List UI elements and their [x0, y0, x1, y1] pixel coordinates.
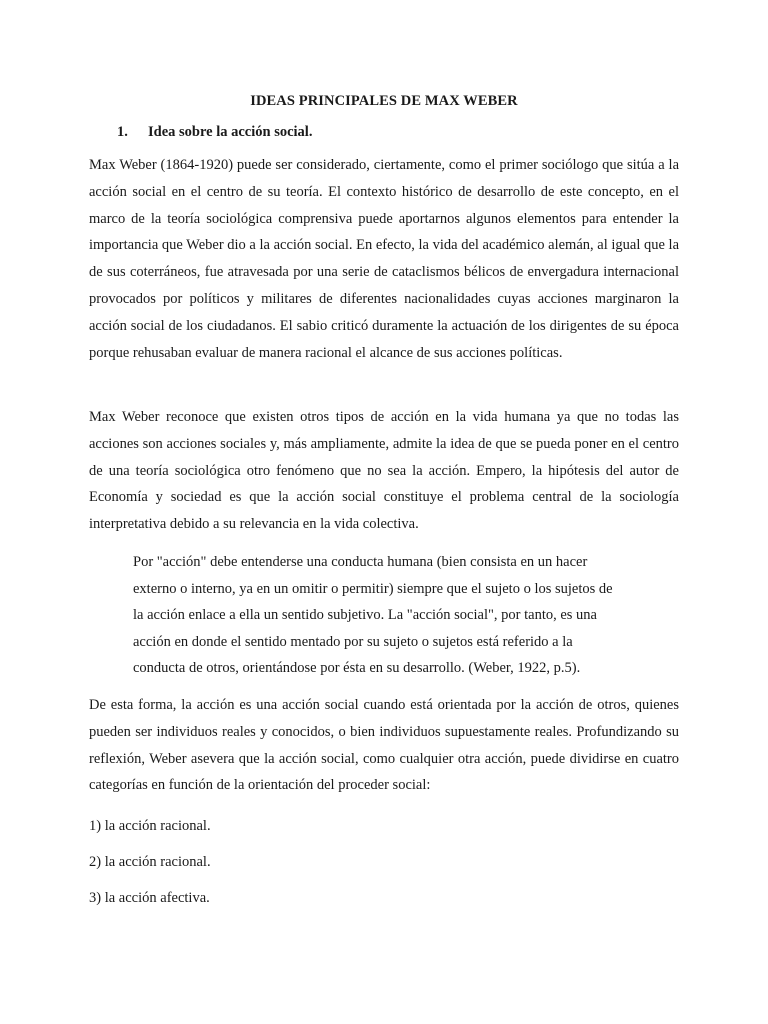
quote-line: externo o interno, ya en un omitir o permitir) siempre que el sujeto o los sujetos de [133, 580, 613, 597]
quote-line: acción en donde el sentido mentado por su sujeto o sujetos está referido a la [133, 633, 573, 650]
paragraph-intro: Max Weber (1864-1920) puede ser considerado, ciertamente, como el primer sociólogo que sitúa a la acción social en el centro de su teoría. El contexto histórico de desarrollo de este concepto, en el marco de la teoría sociológica comprensiva puede aportarnos algunos elementos para entender la importancia que Weber dio a la acción social. En efecto, la vida del académico alemán, al igual que la de sus coterráneos, fue atravesada por una serie de cataclismos bélicos de envergadura internacional provocados por políticos y militares de diferentes nacionalidades cuyas acciones marginaron la acción social de los ciudadanos. El sabio criticó duramente la actuación de los dirigentes de su época porque rehusaban evaluar de manera racional el alcance de sus acciones políticas. [89, 157, 679, 361]
paragraph-social-action: De esta forma, la acción es una acción social cuando está orientada por la acción de otros, quienes pueden ser individuos reales y conocidos, o bien individuos supuestamente reales. Profundizando su reflexión, Weber asevera que la acción social, como cualquier otra acción, puede dividirse en cuatro categorías en función de la orientación del proceder social: [89, 697, 679, 794]
section-number: 1. [117, 124, 128, 140]
block-quote [133, 549, 653, 682]
paragraph-action-types: Max Weber reconoce que existen otros tipos de acción en la vida humana ya que no todas las acciones son acciones sociales y, más ampliamente, admite la idea de que se pueda poner en el centro de una teoría sociológica otro fenómeno que no sea la acción. Empero, la hipótesis del autor de Economía y sociedad es que la acción social constituye el problema central de la sociología interpretativa debido a su relevancia en la vida colectiva. [89, 409, 679, 533]
list-item: 3) la acción afectiva. [89, 890, 210, 906]
quote-line: conducta de otros, orientándose por ésta en su desarrollo. (Weber, 1922, p.5). [133, 660, 581, 676]
section-heading-text: Idea sobre la acción social. [148, 124, 313, 140]
quote-line: Por "acción" debe entenderse una conducta humana (bien consista en un hacer [133, 554, 588, 570]
quote-line: la acción enlace a ella un sentido subjetivo. La "acción social", por tanto, es una [133, 607, 597, 623]
list-item: 1) la acción racional. [89, 818, 211, 834]
document-title: IDEAS PRINCIPALES DE MAX WEBER [250, 93, 518, 109]
section-heading [117, 122, 312, 142]
list-item: 2) la acción racional. [89, 854, 211, 870]
